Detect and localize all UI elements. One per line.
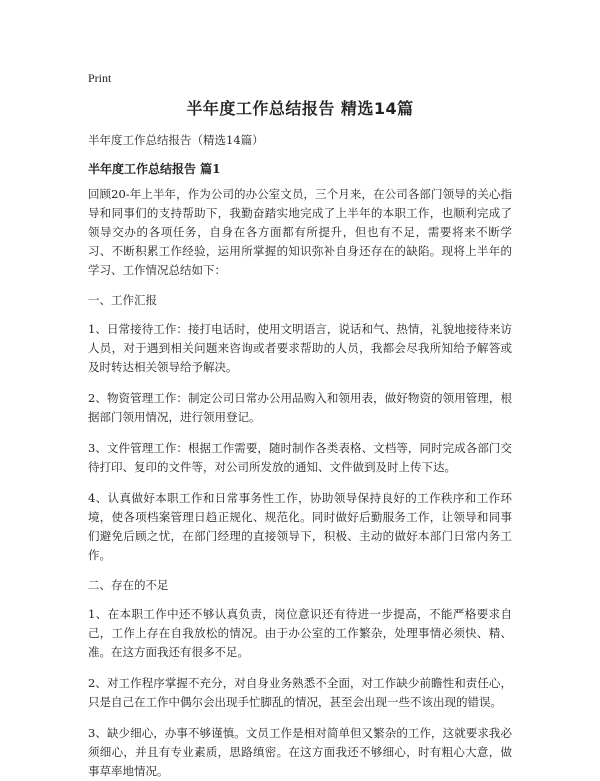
paragraph-reception: 1、日常接待工作：接打电话时，使用文明语言，说话和气、热情，礼貌地接待来访人员，对于遇到相关问题来咨询或者要求帮助的人员，我都会尽我所知给予解答或及时转达相关领导给予解决。 [88, 322, 512, 374]
paragraph-documents: 3、文件管理工作：根据工作需要，随时制作各类表格、文档等，同时完成各部门交待打印、复印的文件等，对公司所发放的通知、文件做到及时上传下达。 [88, 441, 512, 474]
heading-shortcomings: 二、存在的不足 [88, 578, 169, 592]
paragraph-shortcoming-1: 1、在本职工作中还不够认真负责，岗位意识还有待进一步提高，不能严格要求自己，工作上存在自我放松的情况。由于办公室的工作繁杂，处理事情必须快、精、准。在这方面我还有很多不足。 [88, 607, 512, 659]
paragraph-shortcoming-3: 3、缺少细心，办事不够谨慎。文员工作是相对简单但又繁杂的工作，这就要求我必须细心，并且有专业素质，思路缜密。在这方面我还不够细心，时有粗心大意，做事草率地情况。 [88, 726, 512, 778]
paragraph-materials: 2、物资管理工作：制定公司日常办公用品购入和领用表，做好物资的领用管理，根据部门领用情况，进行领用登记。 [88, 391, 512, 424]
document-subtitle: 半年度工作总结报告（精选14篇） [88, 133, 264, 147]
paragraph-duties: 4、认真做好本职工作和日常事务性工作，协助领导保持良好的工作秩序和工作环境，使各项档案管理日趋正规化、规范化。同时做好后勤服务工作，让领导和同事们避免后顾之忧，在部门经理的直接领导下，积极、主动的做好本部门日常内务工作。 [88, 491, 512, 562]
heading-work-report: 一、工作汇报 [88, 293, 157, 307]
paragraph-shortcoming-2: 2、对工作程序掌握不充分，对自身业务熟悉不全面，对工作缺少前瞻性和责任心，只是自己在工作中偶尔会出现手忙脚乱的情况，甚至会出现一些不该出现的错误。 [88, 676, 512, 709]
print-link[interactable]: Print [88, 71, 112, 85]
section-title: 半年度工作总结报告 篇1 [88, 162, 221, 176]
intro-paragraph: 回顾20-年上半年，作为公司的办公室文员，三个月来，在公司各部门领导的关心指导和同事们的支持帮助下，我勤奋踏实地完成了上半年的本职工作，也顺利完成了领导交办的各项任务，自身在各方面都有所提升，但也有不足，需要将来不断学习、不断积累工作经验，运用所掌握的知识弥补自身还存在的缺陷。现将上半年的学习、工作情况总结如下： [88, 187, 512, 277]
document-title: 半年度工作总结报告 精选14篇 [186, 99, 414, 118]
